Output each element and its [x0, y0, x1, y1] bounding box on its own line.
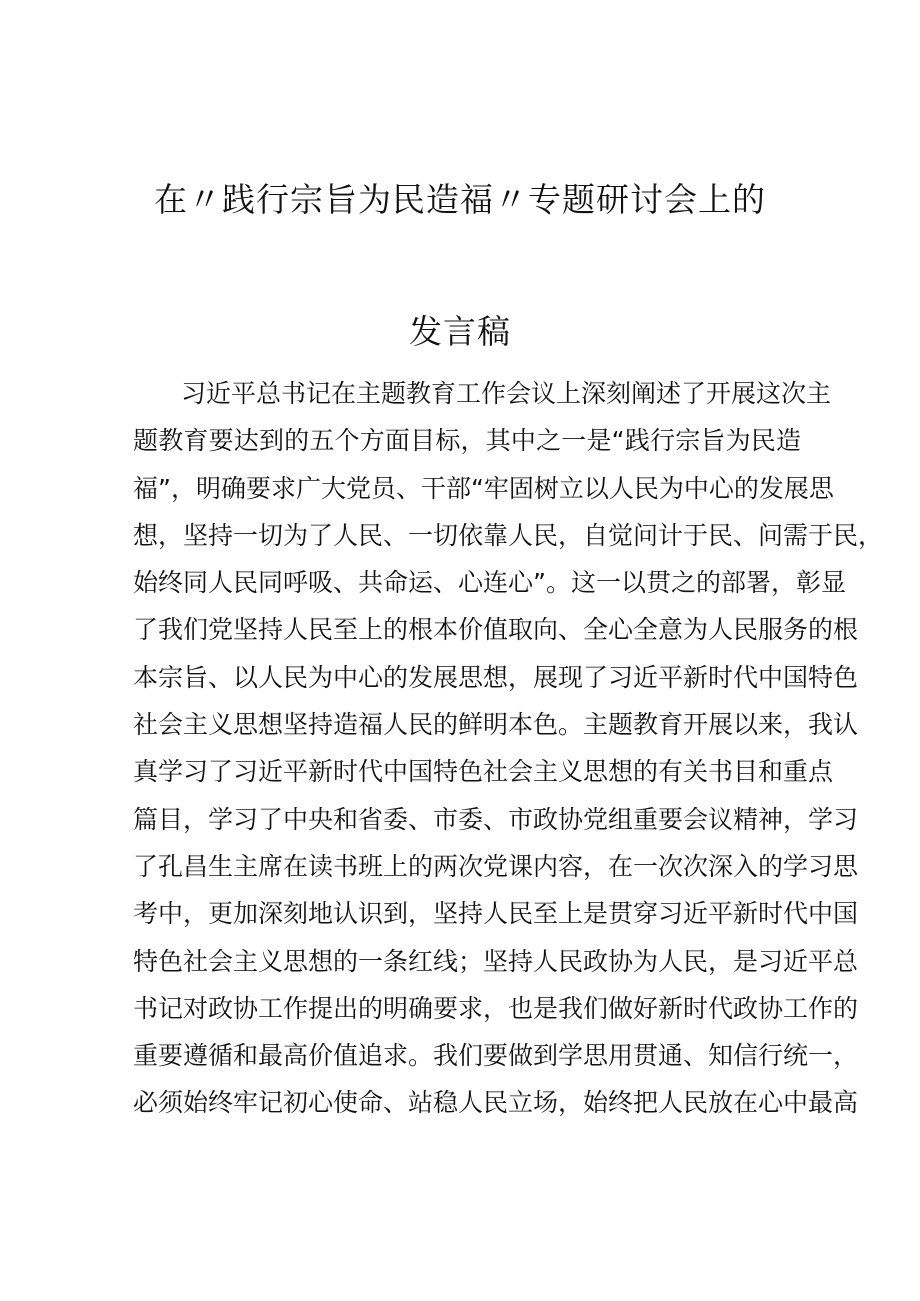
body-text-line: 福”，明确要求广大党员、干部“牢固树立以人民为中心的发展思: [133, 473, 834, 503]
body-text-line: 题教育要达到的五个方面目标，其中之一是“践行宗旨为民造: [133, 426, 801, 456]
body-text-line: 了孔昌生主席在读书班上的两次党课内容，在一次次深入的学习思: [133, 851, 859, 881]
body-text-line: 始终同人民同呼吸、共命运、心连心”。这一以贯之的部署，彰显: [133, 568, 846, 598]
body-text-line: 重要遵循和最高价值追求。我们要做到学思用贯通、知信行统一，: [133, 1041, 859, 1071]
body-text-line: 了我们党坚持人民至上的根本价值取向、全心全意为人民服务的根: [133, 615, 859, 645]
body-text-line: 习近平总书记在主题教育工作会议上深刻阐述了开展这次主: [181, 379, 832, 408]
body-text-line: 社会主义思想坚持造福人民的鲜明本色。主题教育开展以来，我认: [133, 710, 859, 740]
body-text-line: 篇目，学习了中央和省委、市委、市政协党组重要会议精神，学习: [133, 804, 859, 834]
body-text-line: 考中，更加深刻地认识到，坚持人民至上是贯穿习近平新时代中国: [133, 899, 859, 929]
body-text-line: 本宗旨、以人民为中心的发展思想，展现了习近平新时代中国特色: [133, 662, 859, 692]
body-text-line: 书记对政协工作提出的明确要求，也是我们做好新时代政协工作的: [133, 993, 859, 1023]
body-text-line: 必须始终牢记初心使命、站稳人民立场，始终把人民放在心中最高: [133, 1088, 859, 1118]
body-text-line: 真学习了习近平新时代中国特色社会主义思想的有关书目和重点: [133, 757, 834, 787]
body-text-line: 特色社会主义思想的一条红线；坚持人民政协为人民，是习近平总: [133, 946, 859, 976]
body-text-line: 想，坚持一切为了人民、一切依靠人民，自觉问计于民、问需于民，: [133, 520, 884, 550]
document-title-line-1: 在〃践行宗旨为民造福〃专题研讨会上的: [154, 180, 766, 220]
document-body: [133, 370, 884, 1127]
document-title-line-2: 发言稿: [409, 312, 511, 352]
